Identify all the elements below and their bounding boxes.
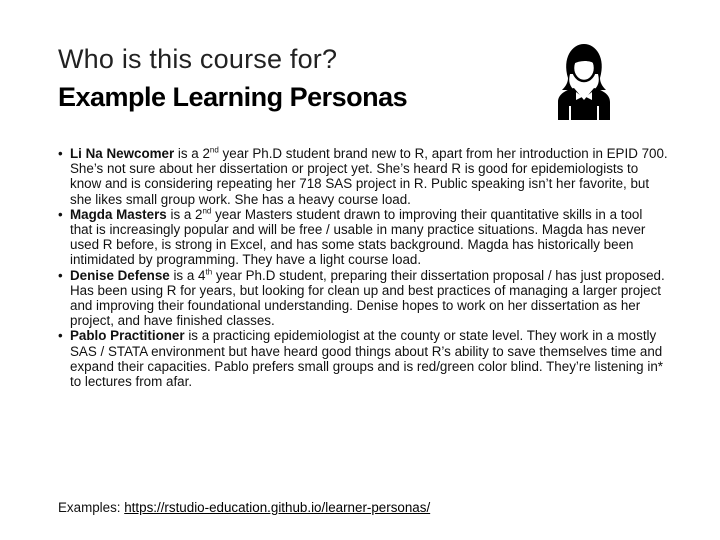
persona-name: Denise Defense (70, 267, 170, 283)
persona-text: year Masters student drawn to improving their quantitative skills in a tool that is increasingly popular and will be free / usable in many practice situations. Magda has never used R before, is strong in Excel, and has some stats background. Magda has historically been intimidated by programming. They have a light course load. (70, 206, 646, 268)
ordinal-suffix: th (205, 267, 213, 277)
examples-footer (58, 500, 430, 515)
slide-subtitle: Who is this course for? (58, 44, 338, 74)
bullet-dot: • (58, 328, 63, 344)
bullet-dot: • (58, 146, 63, 161)
persona-item (58, 328, 668, 389)
ordinal-suffix: nd (209, 145, 219, 155)
bullet-dot: • (58, 267, 63, 283)
persona-item (58, 146, 668, 207)
persona-text: year Ph.D student, preparing their dissertation proposal / has just proposed. Has been using R for years, but looking for clean up and best practices of managing a larger project and improving their foundational understanding. Denise hopes to work on her dissertation as her project, and have finished classes. (70, 267, 665, 329)
persona-name: Li Na Newcomer (70, 146, 175, 161)
persona-text: is a 4 (169, 267, 206, 283)
learner-personas-link[interactable]: https://rstudio-education.github.io/learner-personas/ (124, 500, 431, 515)
footer-label: Examples: (58, 500, 125, 515)
persona-name: Pablo Practitioner (70, 328, 185, 344)
persona-name: Magda Masters (70, 206, 167, 222)
persona-text: is a practicing epidemiologist at the county or state level. They work in a mostly SAS / STATA environment but have heard good things about R’s ability to save themselves time and expand their capacities. Pablo prefers small groups and is red/green color blind. They’re listening in* to lectures from afar. (70, 328, 663, 390)
persona-list (58, 146, 668, 389)
persona-item (58, 207, 668, 268)
persona-item (58, 268, 668, 329)
bullet-dot: • (58, 206, 63, 222)
persona-text: is a 2 (174, 146, 210, 161)
slide-title: Example Learning Personas (58, 82, 408, 112)
persona-text: is a 2 (166, 206, 203, 222)
persona-text: year Ph.D student brand new to R, apart from her introduction in EPID 700. She’s not sure about her dissertation or project yet. She’s heard R is good for epidemiologists to know and is considering repeating her 718 SAS project in R. Public speaking isn’t her favorite, but she likes small group work. She has a heavy course load. (70, 146, 668, 207)
female-person-icon (548, 38, 620, 122)
ordinal-suffix: nd (202, 206, 212, 216)
